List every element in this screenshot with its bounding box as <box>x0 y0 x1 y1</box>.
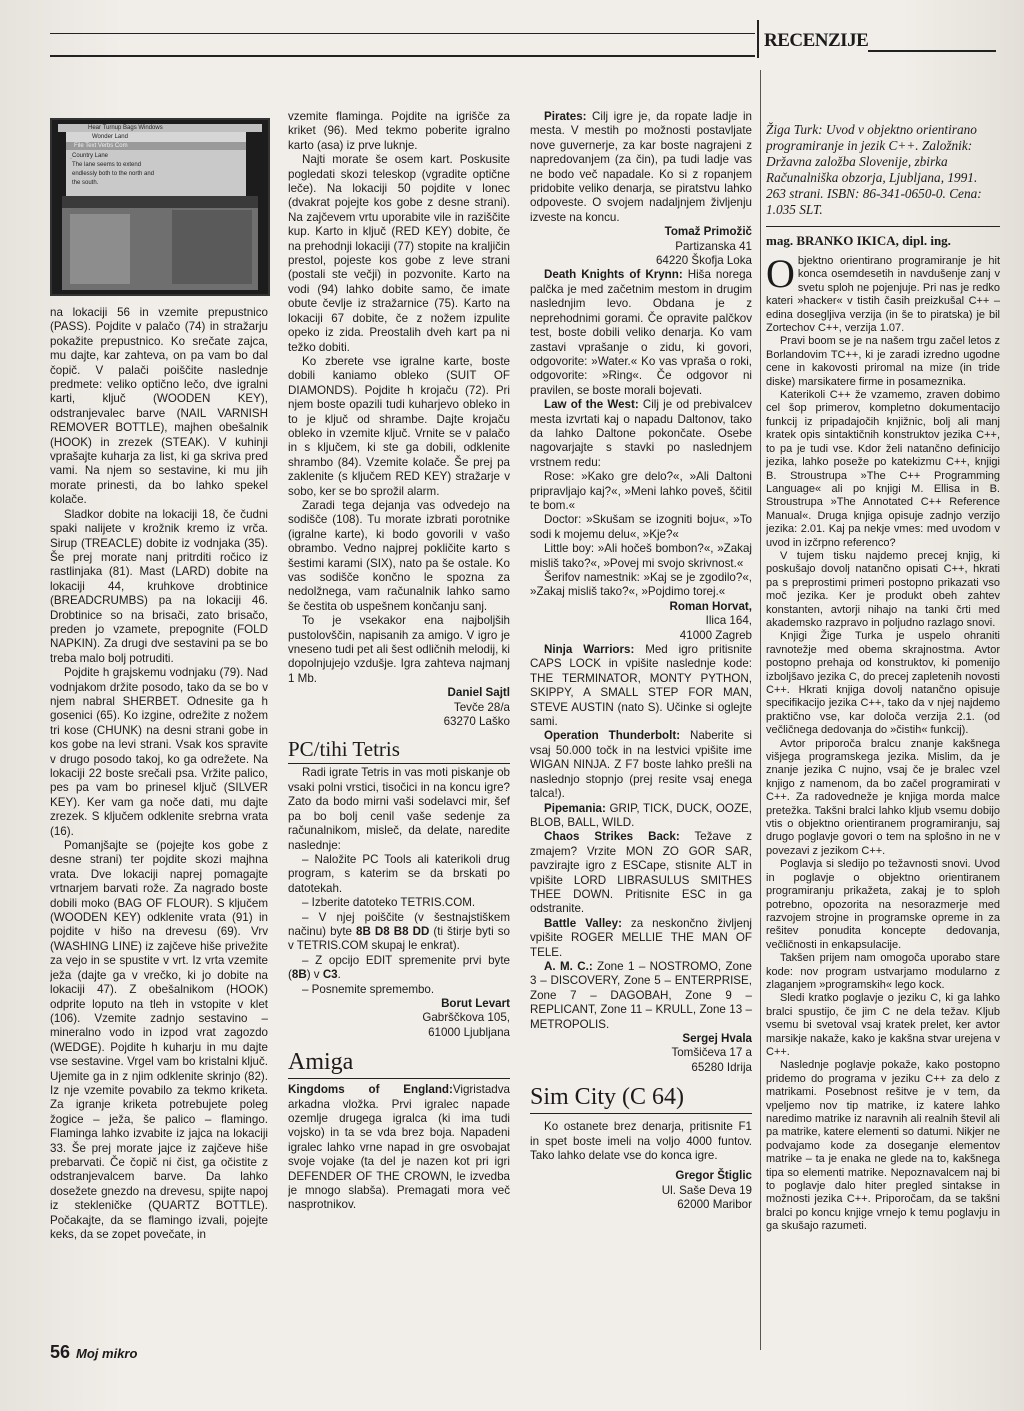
signature-address: Ilica 164, <box>705 614 752 628</box>
column-1 <box>50 306 268 1338</box>
section-title-simcity: Sim City (C 64) <box>530 1083 752 1114</box>
signature-city: 65280 Idrija <box>691 1060 752 1074</box>
signature-city: 62000 Maribor <box>677 1198 752 1212</box>
tetris-step-1: – Naložite PC Tools ali katerikoli drug program, s katerim se da brskati po datotekah. <box>288 852 510 895</box>
signature-city: 41000 Zagreb <box>679 628 752 642</box>
dialog-line-2: Doctor: »Skušam se izogniti boju«, »To sodi k mojemu delu«, »Kje?« <box>530 513 752 541</box>
dialog-line-4: Šerifov namestnik: »Kaj se je zgodilo?«, »Zakaj misliš tako?«, »Pojdimo torej.« <box>530 571 752 599</box>
signature-name: Tomaž Primožič <box>664 225 752 239</box>
col2-paragraph-1: vzemite flaminga. Pojdite na igrišče za kriket (96). Med tekmo poberite igralno karto (asa) iz prve luknje. <box>288 110 510 152</box>
signature-name: Roman Horvat, <box>669 599 752 613</box>
pirates-paragraph: Pirates: Cilj igre je, da ropate ladje in mesta. V mestih po možnosti postavljate nove guvernerje, za kar boste nagrajeni z napredovanjem (za čin), pa tudi ladje vas ne bodo več napadale. Ko si z ropanjem pridobite veliko denarja, se piratstvu lahko odpoveste. O svojem nadaljnjem življenju izveste na koncu. <box>530 110 752 224</box>
signature-city: 64220 Škofja Loka <box>655 254 752 268</box>
column-3 <box>530 110 752 1345</box>
svg-text:·: · <box>70 156 72 162</box>
header-rule-bottom <box>50 55 755 57</box>
law-of-west-paragraph: Law of the West: Cilj je od prebivalcev mesta izvrtati kaj o napadu Daltonov, tako da lahko Daltone pokončate. Osebe nagovarjajte s stavki po naslednjem vrstnem redu: <box>530 398 752 469</box>
game-screenshot <box>50 118 270 296</box>
ninja-warriors-paragraph: Ninja Warriors: Med igro pritisnite CAPS LOCK in vpišite naslednje kode: THE TERMINATOR, MONTY PYTHON, SKIPPY, A SMALL STEP FOR MAN, STEVE AUSTIN (nato S). Učinke si oglejte sami. <box>530 643 752 729</box>
column-4 <box>766 122 1000 1344</box>
section-header: RECENZIJE <box>764 30 869 51</box>
signature-name: Daniel Sajtl <box>447 686 510 700</box>
tetris-step-2: – Izberite datoteko TETRIS.COM. <box>302 896 476 910</box>
dialog-line-1: Rose: »Kako gre delo?«, »Ali Daltoni pripravljajo kaj?«, »Meni lahko poveš, ščitil te bom.« <box>530 470 752 512</box>
book-reference: Žiga Turk: Uvod v objektno orientirano programiranje in jezik C++. Založnik: Državna založba Slovenije, zbirka Računalniška obzorja, Ljubljana, 1991. 263 strani. ISBN: 86-341-0650-0. Cena: 1.035 SLT. <box>766 122 982 217</box>
col1-paragraph-3: Pojdite h grajskemu vodnjaku (79). Nad vodnjakom držite posodo, tako da se bo v njem nabral SHERBET. Odnesite ga h gosenici (65). Ko izgine, odrežite z nožem tri kose (CHUNK) na desni strani gobe in kos gobe na levi strani. Vsak kos spravite v drugo posodo takoj, ko ga odrežete. Na lokaciji 22 boste srečali psa. Vržite palico, pes pa vam bo prinesel ključ (SILVER KEY). Ker vam ga noče dati, mu dajte zrezek. S ključem odklenite srebrna vrata (16). <box>50 666 268 838</box>
col1-paragraph-1: na lokaciji 56 in vzemite prepustnico (PASS). Pojdite v palačo (74) in stražarju pokažite prepustnico. Ko srečate zajca, mu dajte, kar zahteva, on pa vam bo dal čopič. V palači poiščite naslednje predmete: veliko optično lečo, dve igralni karti, ključ (WOODEN KEY), odstranjevalec barve (NAIL VARNISH REMOVER BOTTLE), majhen obešalnik (HOOK) in zrezek (STEAK). V kuhinji vprašajte kuharja za list, ki ga skriva pred vami. Na njem so sestavine, ki mu jih morate prinesti, da bo lahko spekel kolače. <box>50 306 268 507</box>
death-knights-paragraph: Death Knights of Krynn: Hiša norega palčka je med začetnim mestom in drugim naslednjim levo. Obdana je z neprehodnimi gorami. Če opravite palčkov test, boste dobili veliko denarja. Ko vam zastavi vprašanje o zidu, ki govori, odgovorite: »Water.« Ko vas vpraša o roki, odgovorite: »Ring«. Če odgovor ni pravilen, se boste morali bojevati. <box>530 268 752 397</box>
column-separator-right <box>760 70 761 1350</box>
col4-paragraph-5: Knjigi Žige Turka je uspelo ohraniti ravnotežje med obema skrajnostma. Avtor postopno prehaja od konstruktov, ki pomenijo izboljšavo jezika C, do precej zapletenih novosti C++. Hkrati knjiga dovolj natančno opisuje specifikacijo jezika C++, tako da v njej najdemo praktično vse, kar določa verzija 2.1. (od večličnega dedovanja do »čistih« funkcij). <box>766 630 1000 737</box>
signature-address: Tomšičeva 17 a <box>671 1046 752 1060</box>
col4-paragraph-1: Objektno orientirano programiranje je hit konca osemdesetih in navdušenje zanj v svetu sploh ne pojenjuje. Pri nas je redko kateri »hacker« v tistih časih preizkušal C++ – edina dosegljiva verzija (in še to piratska) je bil Zortechov C++, verzija 1.07. <box>766 251 1000 335</box>
col4-paragraph-3: Katerikoli C++ že vzamemo, zraven dobimo cel šop primerov, kompletno dokumentacijo funkcij iz pripadajočih knjižnic, bolj ali manj kratek opis sintaktičnih konstruktov jezika C++, to pa je tudi vse. Kdor želi natančno definicijo jezika, lahko poseže po katekizmu C++, knjigi B. Stroustrupa »The C++ Programming Language« ali po knjigi M. Ellisa in B. Stroustrupa »The Annotated C++ Reference Manual«. Druga knjiga opisuje zadnjo verzijo jezika: 2.01. Kaj pa nekje vmes: med uvodom v uvod in izčrpno referenco? <box>766 389 1000 549</box>
screenshot-line-2: The lane seems to extend <box>72 162 142 168</box>
tetris-step-4: – Z opcijo EDIT spremenite prvi byte (8B) v C3. <box>288 953 510 982</box>
col1-paragraph-2: Sladkor dobite na lokaciji 18, če čudni spaki nalijete v krožnik kremo iz vrča. Sirup (TREACLE) dobite iz vodnjaka (35). Še prej morate nanj pritrditi ročico iz rastlinjaka (81). Mast (LARD) dobite na lokaciji 44, kruhkove drobtinice (BREADCRUMBS) pa na lokaciji 46. Drobtinice so na brisači, zato brisačo, preden jo vzamete, prepognite (FOLD NAPKIN). Za drugi dve sestavini pa se bo treba malo bolj potruditi. <box>50 507 268 665</box>
amiga-paragraph: Kingdoms of England:Vigristadva arkadna vložka. Prvi igralec napade ozemlje drugega igralca (ki ima tudi vojsko) in ta se vda brez boja. Napadeni igralec lahko vrne napad in gre osvobajat svoje vojake (ta del je nazen kot pri igri DEFENDER OF THE CROWN, le izvedba je mnogo slabša). Premagati mora več nasprotnikov. <box>288 1083 510 1212</box>
signature-city: 63270 Laško <box>443 715 510 729</box>
col2-paragraph-2: Najti morate še osem kart. Poskusite pogledati skozi teleskop (vgradite optične leče). Na lokaciji 50 pojdite v lonec (dvakrat pojejte kos gobe z desne strani). Na zajčevem vrtu uporabite vile in raziščite kup. Karto in ključ (RED KEY) dobite, če na prehodnji lokaciji (77) stopite na kraljičin prestol, pojeste kos gobe z leve strani (postali ste večji) in pozvonite. Karto na vodi (94) lahko dobite samo, če imate obute čevlje iz stražarnice (75). Karto na lokaciji 67 dobite, če z nožem izpulite opeko iz zida. Preostalih dveh kart pa ni težko dobiti. <box>288 153 510 354</box>
col1-paragraph-4: Pomanjšajte se (pojejte kos gobe z desne strani) ter pojdite skozi majhna vrata. Dve lokaciji naprej pomagajte vrtnarjem barvati rože. Za nagrado boste dobili moko (BAG OF FLOUR). S ključem (WOODEN KEY) odklenite vrata (91) in pojdite v hišo na drevesu (69). Vrv (WASHING LINE) iz zajčeve hiše privežite za vejo in se spustite v vrt. Iz vrta vzemite ježa (dajte ga v vrečko, ki jo dobite na lokaciji 47). Z obešalnikom (HOOK) odprite loputo na tleh in vstopite v klet (106). Vzemite zadnjo sestavino – mineralno vodo in izpod vrat zagozdo (WEDGE). Pojdite h kuharju in mu dajte vse sestavine. Vrgel vam bo kristalni ključ. Ujemite ga in z njim odklenite skrinjo (82). Iz nje vzemite povabilo za tekmo kriketa. Za igranje kriketa potrebujete poleg žogice – ježa, še palico – flamingo. Flaminga lahko izvabite iz jajca na lokaciji 33. Še prej morate jajce iz zajčeve hiše prebarvati. Če čopič ni čist, ga očistite z odstranjevalcem barve. Da lahko dosežete gnezdo na drevesu, spijte napoj iz stekleničke (QUARTZ BOTTLE). Počakajte, da se flamingo izvali, pojejte keks, da se zopet povečate, in <box>50 839 268 1241</box>
magazine-name: Moj mikro <box>76 1346 138 1361</box>
header-rule-right <box>868 50 996 52</box>
signature-address: Gabrščkova 105, <box>422 1011 510 1025</box>
col2-paragraph-3: Ko zberete vse igralne karte, boste dobili kaniamo obleko (SUIT OF DIAMONDS). Pojdite h krojaču (72). Pri njem boste opazili tudi kuharjevo obleko in to je ključ od shrambe. Dajte krojaču obleko in vzemite ključ. Vrnite se v palačo in s ključem, ki ste ga dobili, odklenite shrambo (84). Vzemite kolače. Še prej pa zaklenite (s ključem RED KEY) stražarje v sobo, ker se bo sprožil alarm. <box>288 354 510 498</box>
pipemania-paragraph: Pipemania: GRIP, TICK, DUCK, OOZE, BLOB, BALL, WILD. <box>530 801 752 829</box>
dialog-line-3: Little boy: »Ali hočeš bombon?«, »Zakaj misliš tako?«, »Povej mi svojo skrivnost.« <box>530 542 752 570</box>
section-title-tetris: PC/tihi Tetris <box>288 737 510 764</box>
screenshot-line-4: the south. <box>72 180 99 186</box>
signature-address: Ul. Saše Deva 19 <box>661 1183 752 1197</box>
col4-paragraph-2: Pravi boom se je na našem trgu začel letos z Borlandovim TC++, ki je zaradi izredno ugodne cene in kakovosti priromal na mize (in tride diske) marsikatere firme in posameznika. <box>766 335 1000 388</box>
screenshot-line-1: Country Lane <box>72 153 109 159</box>
drop-cap: O <box>766 251 795 296</box>
battle-valley-paragraph: Battle Valley: za neskončno življenj vpišite ROGER MELLIE THE MAN OF TELE. <box>530 916 752 959</box>
simcity-paragraph: Ko ostanete brez denarja, pritisnite F1 in spet boste imeli na voljo 4000 funtov. Tako lahko delate vse do konca igre. <box>530 1120 752 1163</box>
column-2 <box>288 110 510 1345</box>
page-footer <box>50 1342 137 1363</box>
tetris-step-5: – Posnemite spremembo. <box>302 982 435 996</box>
chaos-strikes-back-paragraph: Chaos Strikes Back: Težave z zmajem? Vrzite MON ZO GOR SAR, pavzirajte igro z ESCape, stisnite ALT in vpišite LORD LIBRASULUS SMITHES THEE DOWN. Pritisnite ESC in ga odstranite. <box>530 830 752 916</box>
col4-paragraph-7: Poglavja si sledijo po težavnosti snovi. Uvod in poglavje o objektno orientiranem programiranju prikažeta, zakaj je to sploh potrebno, opozorita na nesorazmerje med razvojem strojne in programske opreme in za rešitev ponudita koncepte dedovanja, večličnosti in enkapsulacije. <box>766 858 1000 951</box>
screenshot-menu: Hear Turnup Bags Windows <box>88 125 163 131</box>
signature-address: Tevče 28/a <box>453 700 510 714</box>
screenshot-title: Wonder Land <box>92 134 128 140</box>
operation-thunderbolt-paragraph: Operation Thunderbolt: Naberite si vsaj 50.000 točk in na lestvici vpišite ime WIGAN NINJA. Z F7 boste lahko prešli na naslednjo stopnjo (prej resite vsaj enega talca!). <box>530 729 752 801</box>
col2-paragraph-4: Zaradi tega dejanja vas odvedejo na sodišče (108). Tu morate izbrati porotnike (igralne karte), ki bodo govorili v vašo obrambo. Vedno najprej pokličite karto s šestimi karami (SIX), nato pa še ostale. Ko vas sodišče končno le spozna za nedolžnega, vam računalnik lahko samo še čestita ob uspešnem končanju sanj. <box>288 498 510 613</box>
signature-name: Borut Levart <box>441 996 510 1010</box>
page-number: 56 <box>50 1342 71 1362</box>
col4-paragraph-8: Takšen prijem nam omogoča uporabo stare kode: nov program ustvarjamo modularno z zlaganjem »programskih« lego kock. <box>766 952 1000 991</box>
section-title-amiga: Amiga <box>288 1048 510 1079</box>
col4-paragraph-4: V tujem tisku najdemo precej knjig, ki poskušajo dovolj natančno opisati C++, hkrati pa s preprostimi primeri postopno prikazati vso moč jezika. Ker je produkt obeh zahtev konstanten, avtorji nihajo na tanki črti med akademsko razpravo in poljudno razlago snovi. <box>766 549 1000 629</box>
signature-city: 61000 Ljubljana <box>428 1025 510 1039</box>
tetris-intro: Radi igrate Tetris in vas moti piskanje ob vsaki polni vrstici, tisočici in na koncu igre? Zato da bodo mirni vaši sodelavci mir, šef pa bo bolj cenil vaše sedenje za računalnikom, mislеč, da delate, naredite naslednje: <box>288 766 510 852</box>
col2-paragraph-5: To je vsekakor ena najboljših pustolovščin, napisanih za amigo. V igro je vneseno tudi pet ali šest odličnih melodij, ki dopolnjujejo vzdušje. Igra zahteva najmanj 1 Mb. <box>288 614 510 685</box>
signature-address: Partizanska 41 <box>675 239 752 253</box>
review-author: mag. BRANKO IKICA, dipl. ing. <box>766 226 1000 249</box>
col4-paragraph-10: Naslednje poglavje pokaže, kako postopno pridemo do programa v jeziku C++ za delo z matrikami. Posebnost rešitve je v tem, da vpeljemo nov tip matrike, iz katere lahko naredimo matrike iz naravnih ali realnih števil ali pa matrike, katere elementi so datumi. Nikjer ne podvajamo kode za doseganje elementov matrike – ta je enaka ne glede na to, kakšnega tipa so elementi matrike. Nepoznavalcem naj bi to poglavje dalo hiter pregled sintakse in možnosti jezika C++. Priporočam, da se takšni bralci po koncu knjige vrnejo k temu poglavju in ga skušajo razumeti. <box>766 1059 1000 1233</box>
header-divider <box>757 20 759 58</box>
col4-paragraph-9: Sledi kratko poglavje o jeziku C, ki ga lahko bralci spustijo, če jim C ne dela težav. Kljub vsemu bi svetoval vsaj kratek prelet, ker avtor marsikje nakaže, kako je kakšna stvar urejena v C++. <box>766 992 1000 1058</box>
screenshot-line-3: endlessly both to the north and <box>72 171 155 177</box>
tetris-step-3: – V njej poiščite (v šestnajstiškem načinu) byte 8B D8 B8 DD (ti štirje byti so v TETRIS.COM skupaj le enkrat). <box>288 910 510 953</box>
col4-paragraph-6: Avtor priporoča bralcu znanje kakšnega višjega programskega jezika. Mislim, da je znanje jezika C nujno, vsaj če je bralec vzel knjigo z namenom, da bo začel programirati v C++. Za radovedneže je knjiga morda malce pretežka. Takšni bralci lahko kljub vsemu dobijo vtis o objektno orientiranem programiranju, saj drugo poglavje govori o tem na splošno in ne v povezavi z jezikom C++. <box>766 737 1000 857</box>
header-rule-top <box>50 33 755 34</box>
screenshot-tabs: File Text Verbs Com <box>74 143 128 149</box>
amc-paragraph: A. M. C.: Zone 1 – NOSTROMO, Zone 3 – DISCOVERY, Zone 5 – ENTERPRISE, Zone 7 – DAGOBAH, Zone 9 – REPLICANT, Zone 11 – KRULL, Zone 13 – METROPOLIS. <box>530 959 752 1031</box>
signature-name: Sergej Hvala <box>682 1032 752 1045</box>
signature-name: Gregor Štiglic <box>675 1169 752 1183</box>
